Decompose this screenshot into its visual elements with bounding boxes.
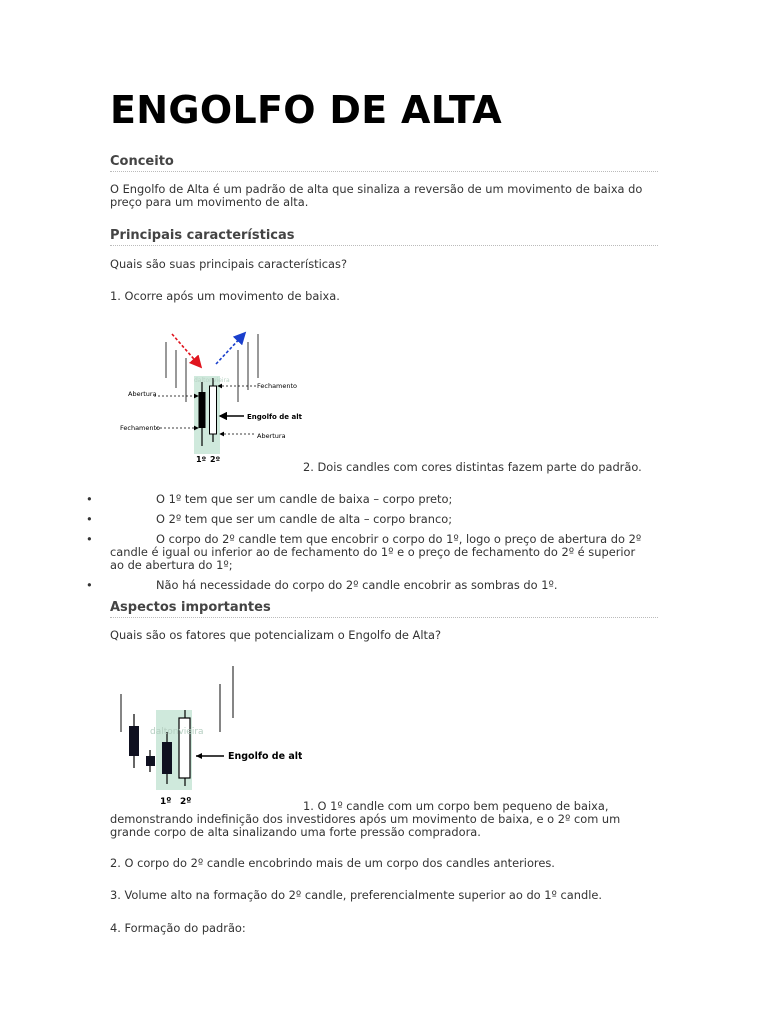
bullet-dot: •	[86, 492, 93, 506]
candle-label-1: 1º	[160, 797, 172, 807]
conceito-text-line2: preço para um movimento de alta.	[110, 195, 309, 209]
candle-body-black	[129, 726, 139, 756]
candle-1-body	[199, 392, 206, 428]
label-abertura: Abertura	[128, 390, 157, 398]
figure-engolfo-example	[110, 658, 302, 810]
label-abertura-right: Abertura	[257, 432, 286, 440]
bullet-dot: •	[86, 512, 93, 526]
aspectos-p4: 4. Formação do padrão:	[110, 921, 246, 935]
bullet-text-continued: candle é igual ou inferior ao de fechamento do 1º e o preço de fechamento do 2º é superior	[110, 545, 636, 559]
aspectos-p3: 3. Volume alto na formação do 2º candle, preferencialmente superior ao do 1º candle.	[110, 888, 602, 902]
label-engolfo-de-alta: Engolfo de alta	[247, 413, 302, 421]
bullet-text: O corpo do 2º candle tem que encobrir o corpo do 1º, logo o preço de abertura do 2º	[156, 532, 642, 546]
bullet-item	[86, 493, 658, 506]
bullet-text: O 1º tem que ser um candle de baixa – corpo preto;	[156, 492, 453, 506]
section-heading-caracteristicas: Principais características	[110, 228, 658, 246]
candle-1-body	[162, 742, 172, 774]
bullet-text: Não há necessidade do corpo do 2º candle encobrir as sombras do 1º.	[156, 578, 558, 592]
engolfo-diagram-svg	[110, 318, 302, 476]
aspectos-p1-line3: grande corpo de alta sinalizando uma forte pressão compradora.	[110, 825, 481, 839]
aspectos-question: Quais são os fatores que potencializam o Engolfo de Alta?	[110, 628, 441, 642]
section-heading-aspectos: Aspectos importantes	[110, 600, 658, 618]
label-engolfo-de-alta: Engolfo de alta	[228, 751, 302, 762]
section-heading-conceito: Conceito	[110, 154, 658, 172]
watermark: daltonvieira	[194, 377, 230, 384]
candle-body-black	[146, 756, 155, 766]
label-fechamento: Fechamento	[120, 424, 161, 432]
aspectos-p1-line2: demonstrando indefinição dos investidores após um movimento de baixa, e o 2º com um	[110, 812, 621, 826]
page-title: ENGOLFO DE ALTA	[110, 88, 502, 132]
uptrend-arrow	[216, 334, 244, 364]
bullet-dot: •	[86, 532, 93, 546]
caracteristicas-item-1: 1. Ocorre após um movimento de baixa.	[110, 289, 340, 303]
bullet-dot: •	[86, 578, 93, 592]
label-fechamento-right: Fechamento	[257, 382, 298, 390]
candle-label-2: 2º	[210, 455, 221, 464]
candle-2-body	[210, 386, 217, 434]
candle-label-2: 2º	[180, 797, 192, 807]
bullet-item	[86, 513, 658, 526]
engolfo-example-svg	[110, 658, 302, 810]
aspectos-p2: 2. O corpo do 2º candle encobrindo mais de um corpo dos candles anteriores.	[110, 856, 555, 870]
pointer-arrowhead	[196, 753, 202, 759]
caracteristicas-item-2: 2. Dois candles com cores distintas fazem parte do padrão.	[303, 460, 642, 474]
figure-engolfo-diagram	[110, 318, 302, 476]
bullet-text-continued: ao de abertura do 1º;	[110, 558, 233, 572]
caracteristicas-question: Quais são suas principais características?	[110, 257, 348, 271]
bullet-text: O 2º tem que ser um candle de alta – corpo branco;	[156, 512, 453, 526]
candle-label-1: 1º	[196, 455, 207, 464]
watermark: daltonvieira	[150, 727, 204, 737]
bullet-item	[86, 579, 658, 592]
conceito-text-line1: O Engolfo de Alta é um padrão de alta que sinaliza a reversão de um movimento de baixa do	[110, 182, 643, 196]
aspectos-p1-line1: 1. O 1º candle com um corpo bem pequeno de baixa,	[303, 799, 609, 813]
